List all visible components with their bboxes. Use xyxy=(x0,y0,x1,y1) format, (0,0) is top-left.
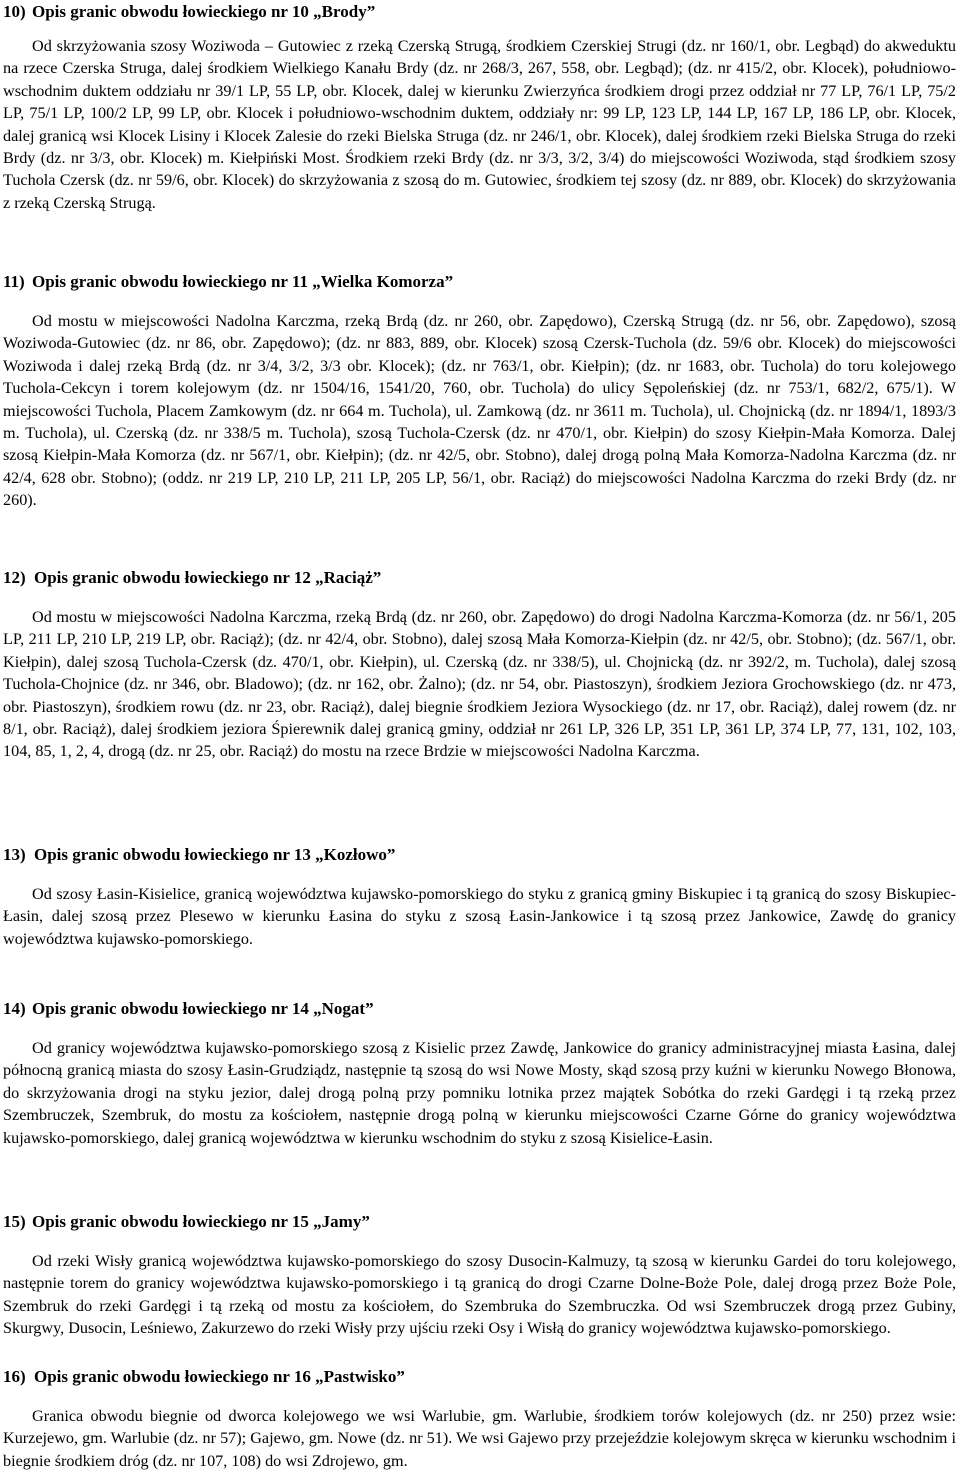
section-11 xyxy=(3,270,956,512)
section-text: Od granicy województwa kujawsko-pomorskiego szosą z Kisielic przez Zawdę, Jankowice do granicy administracyjnej miasta Łasina, dalej północną granicą miasta do szosy Łasin-Grudziądz, następnie tą szosą do wsi Nowe Mosty, skąd szosą przy kuźni w kierunku Nowego Błonowa, do skrzyżowania drogi na styku jezior, dalej drogą polną przy pomniku lotnika przez majątek Sobótka do rzeki Gardęgi i tą rzeką przez Szembruczek, Szembruk, do mostu za kościołem, następnie drogą polną w kierunku miejscowości Czarne Górne do granicy województwa kujawsko-pomorskiego, dalej granicą województwa w kierunku wschodnim do styku z szosą Kisielice-Łasin. xyxy=(3,1039,956,1147)
section-15 xyxy=(3,1210,956,1340)
section-number: 16) xyxy=(3,1367,26,1386)
section-title: Opis granic obwodu łowieckiego nr 10 „Brody” xyxy=(32,2,376,21)
section-title: Opis granic obwodu łowieckiego nr 15 „Jamy” xyxy=(32,1212,370,1231)
section-12 xyxy=(3,566,956,763)
section-14 xyxy=(3,997,956,1149)
section-heading xyxy=(3,843,956,867)
section-title: Opis granic obwodu łowieckiego nr 14 „Nogat” xyxy=(32,999,374,1018)
section-text: Od mostu w miejscowości Nadolna Karczma, rzeką Brdą (dz. nr 260, obr. Zapędowo), Czerską Strugą (dz. nr 56, obr. Zapędowo), szosą Woziwoda-Gutowiec (dz. nr 86, obr. Zapędowo); (dz. nr 883, 889, obr. Klocek) szosą Czersk-Tuchola (dz. 59/6 obr. Klocek) do miejscowości Woziwoda i dalej rzeką Brdą (dz. nr 3/4, 3/2, 3/3 obr. Klocek); (dz. nr 763/1, obr. Kiełpin); (dz. nr 1683, obr. Tuchola) do toru kolejowego Tuchola-Cekcyn i torem kolejowym (dz. nr 1504/16, 1541/20, 760, obr. Tuchola) do ulicy Sępoleńskiej (dz. nr 753/1, 682/2, 675/1). W miejscowości Tuchola, Placem Zamkowym (dz. nr 664 m. Tuchola), ul. Zamkową (dz. nr 3611 m. Tuchola), ul. Chojnicką (dz. nr 1894/1, 1893/3 m. Tuchola), ul. Czerską (dz. nr 338/5 m. Tuchola), szosą Tuchola-Czersk (dz. nr 470/1, obr. Kiełpin) do szosy Kiełpin-Mała Komorza. Dalej szosą Kiełpin-Mała Komorza (dz. nr 567/1, obr. Kiełpin); (dz. nr 42/5, obr. Stobno), dalej drogą polną Mała Komorza-Nadolna Karczma (dz. nr 42/4, 628 obr. Stobno); (oddz. nr 219 LP, 210 LP, 211 LP, 205 LP, 56/1, obr. Raciąż) do miejscowości Nadolna Karczma do rzeki Brdy (dz. nr 260). xyxy=(3,312,956,510)
section-text: Od rzeki Wisły granicą województwa kujawsko-pomorskiego do szosy Dusocin-Kalmuzy, tą szosą w kierunku Gardei do toru kolejowego, następnie torem do granicy województwa kujawsko-pomorskiego i tą granicą do drogi Czarne Dolne-Boże Pole, dalej drogą przez Boże Pole, Szembruk do rzeki Gardęgi i tą rzeką od mostu za kościołem, do Szembruka do Szembruczka. Od wsi Szembruczek drogą przez Gubiny, Skurgwy, Dusocin, Leśniewo, Zakurzewo do rzeki Wisły przy ujściu rzeki Osy i Wisłą do granicy województwa kujawsko-pomorskiego. xyxy=(3,1252,956,1338)
section-text: Od szosy Łasin-Kisielice, granicą województwa kujawsko-pomorskiego do styku z granicą gminy Biskupiec i tą granicą do szosy Biskupiec-Łasin, dalej szosą przez Plesewo w kierunku Łasina do styku z szosą Łasin-Jankowice i tą szosą przez Jankowice, Zawdę do granicy województwa kujawsko-pomorskiego. xyxy=(3,885,956,948)
section-text: Od skrzyżowania szosy Woziwoda – Gutowiec z rzeką Czerską Strugą, środkiem Czerskiej Strugi (dz. nr 160/1, obr. Legbąd) do akweduktu na rzece Czerska Struga, dalej środkiem Wielkiego Kanału Brdy (dz. nr 268/3, 267, 558, obr. Legbąd); (dz. nr 415/2, obr. Klocek), południowo-wschodnim duktem oddziału nr 39/1 LP, 55 LP, obr. Klocek, dalej w kierunku Zwierzyńca środkiem drogi przez oddział nr 77 LP, 76/1 LP, 75/2 LP, 75/1 LP, 100/2 LP, 99 LP, obr. Klocek i południowo-wschodnim duktem, oddziały nr: 99 LP, 123 LP, 144 LP, 167 LP, 186 LP, obr. Klocek, dalej granicą wsi Klocek Lisiny i Klocek Zalesie do rzeki Bielska Struga (dz. nr 246/1, obr. Klocek), dalej środkiem rzeki Bielska Struga do rzeki Brdy (dz. nr 3/3, obr. Klocek) m. Kiełpiński Most. Środkiem rzeki Brdy (dz. nr 3/3, 3/2, 3/4) do miejscowości Woziwoda, stąd środkiem szosy Tuchola Czersk (dz. nr 59/6, obr. Klocek) do skrzyżowania z szosą do m. Gutowiec, środkiem tej szosy (dz. nr 889, obr. Klocek) do skrzyżowania z rzeką Czerską Strugą. xyxy=(3,37,956,212)
section-number: 11) xyxy=(3,272,25,291)
section-title: Opis granic obwodu łowieckiego nr 12 „Raciąż” xyxy=(34,568,382,587)
section-text: Granica obwodu biegnie od dworca kolejowego we wsi Warlubie, gm. Warlubie, środkiem torów kolejowych (dz. nr 250) przez wsie: Kurzejewo, gm. Warlubie (dz. nr 57); Gajewo, gm. Nowe (dz. nr 51). We wsi Gajewo przy przejeździe kolejowym skręca w kierunku wschodnim i biegnie środkiem dróg (dz. nr 107, 108) do wsi Zdrojewo, gm. xyxy=(3,1407,956,1470)
section-16 xyxy=(3,1365,956,1472)
section-number: 14) xyxy=(3,999,26,1018)
section-heading xyxy=(3,997,956,1021)
section-number: 13) xyxy=(3,845,26,864)
section-heading xyxy=(3,566,956,590)
section-10 xyxy=(3,0,956,214)
section-text: Od mostu w miejscowości Nadolna Karczma, rzeką Brdą (dz. nr 260, obr. Zapędowo) do drogi Nadolna Karczma-Komorza (dz. nr 56/1, 205 LP, 211 LP, 210 LP, 219 LP, obr. Raciąż); (dz. nr 42/4, obr. Stobno), dalej szosą Mała Komorza-Kiełpin (dz. nr 42/5, obr. Stobno); (dz. 567/1, obr. Kiełpin), dalej szosą Tuchola-Czersk (dz. 470/1, obr. Kiełpin), ul. Czerską (dz. nr 338/5), ul. Chojnicką (dz. nr 392/2, m. Tuchola), dalej szosą Tuchola-Chojnice (dz. nr 346, obr. Bladowo); (dz. nr 162, obr. Żalno); (dz. nr 54, obr. Piastoszyn), środkiem Jeziora Grochowskiego (dz. nr 473, obr. Piastoszyn), środkiem rowu (dz. nr 23, obr. Raciąż), dalej biegnie środkiem Jeziora Wysockiego (dz. nr 17, obr. Raciąż), dalej rowem (dz. nr 8/1, obr. Raciąż), dalej środkiem jeziora Śpierewnik dalej granicą gminy, oddział nr 261 LP, 326 LP, 351 LP, 361 LP, 374 LP, 77, 131, 102, 103, 104, 85, 1, 2, 4, drogą (dz. nr 25, obr. Raciąż) do mostu na rzece Brdzie w miejscowości Nadolna Karczma. xyxy=(3,608,956,761)
section-title: Opis granic obwodu łowieckiego nr 16 „Pastwisko” xyxy=(34,1367,405,1386)
section-heading xyxy=(3,0,956,24)
section-heading xyxy=(3,270,956,294)
section-title: Opis granic obwodu łowieckiego nr 13 „Kozłowo” xyxy=(34,845,396,864)
section-heading xyxy=(3,1210,956,1234)
section-title: Opis granic obwodu łowieckiego nr 11 „Wielka Komorza” xyxy=(32,272,454,291)
section-number: 15) xyxy=(3,1212,26,1231)
section-13 xyxy=(3,843,956,950)
section-number: 10) xyxy=(3,2,26,21)
section-number: 12) xyxy=(3,568,26,587)
section-heading xyxy=(3,1365,956,1389)
